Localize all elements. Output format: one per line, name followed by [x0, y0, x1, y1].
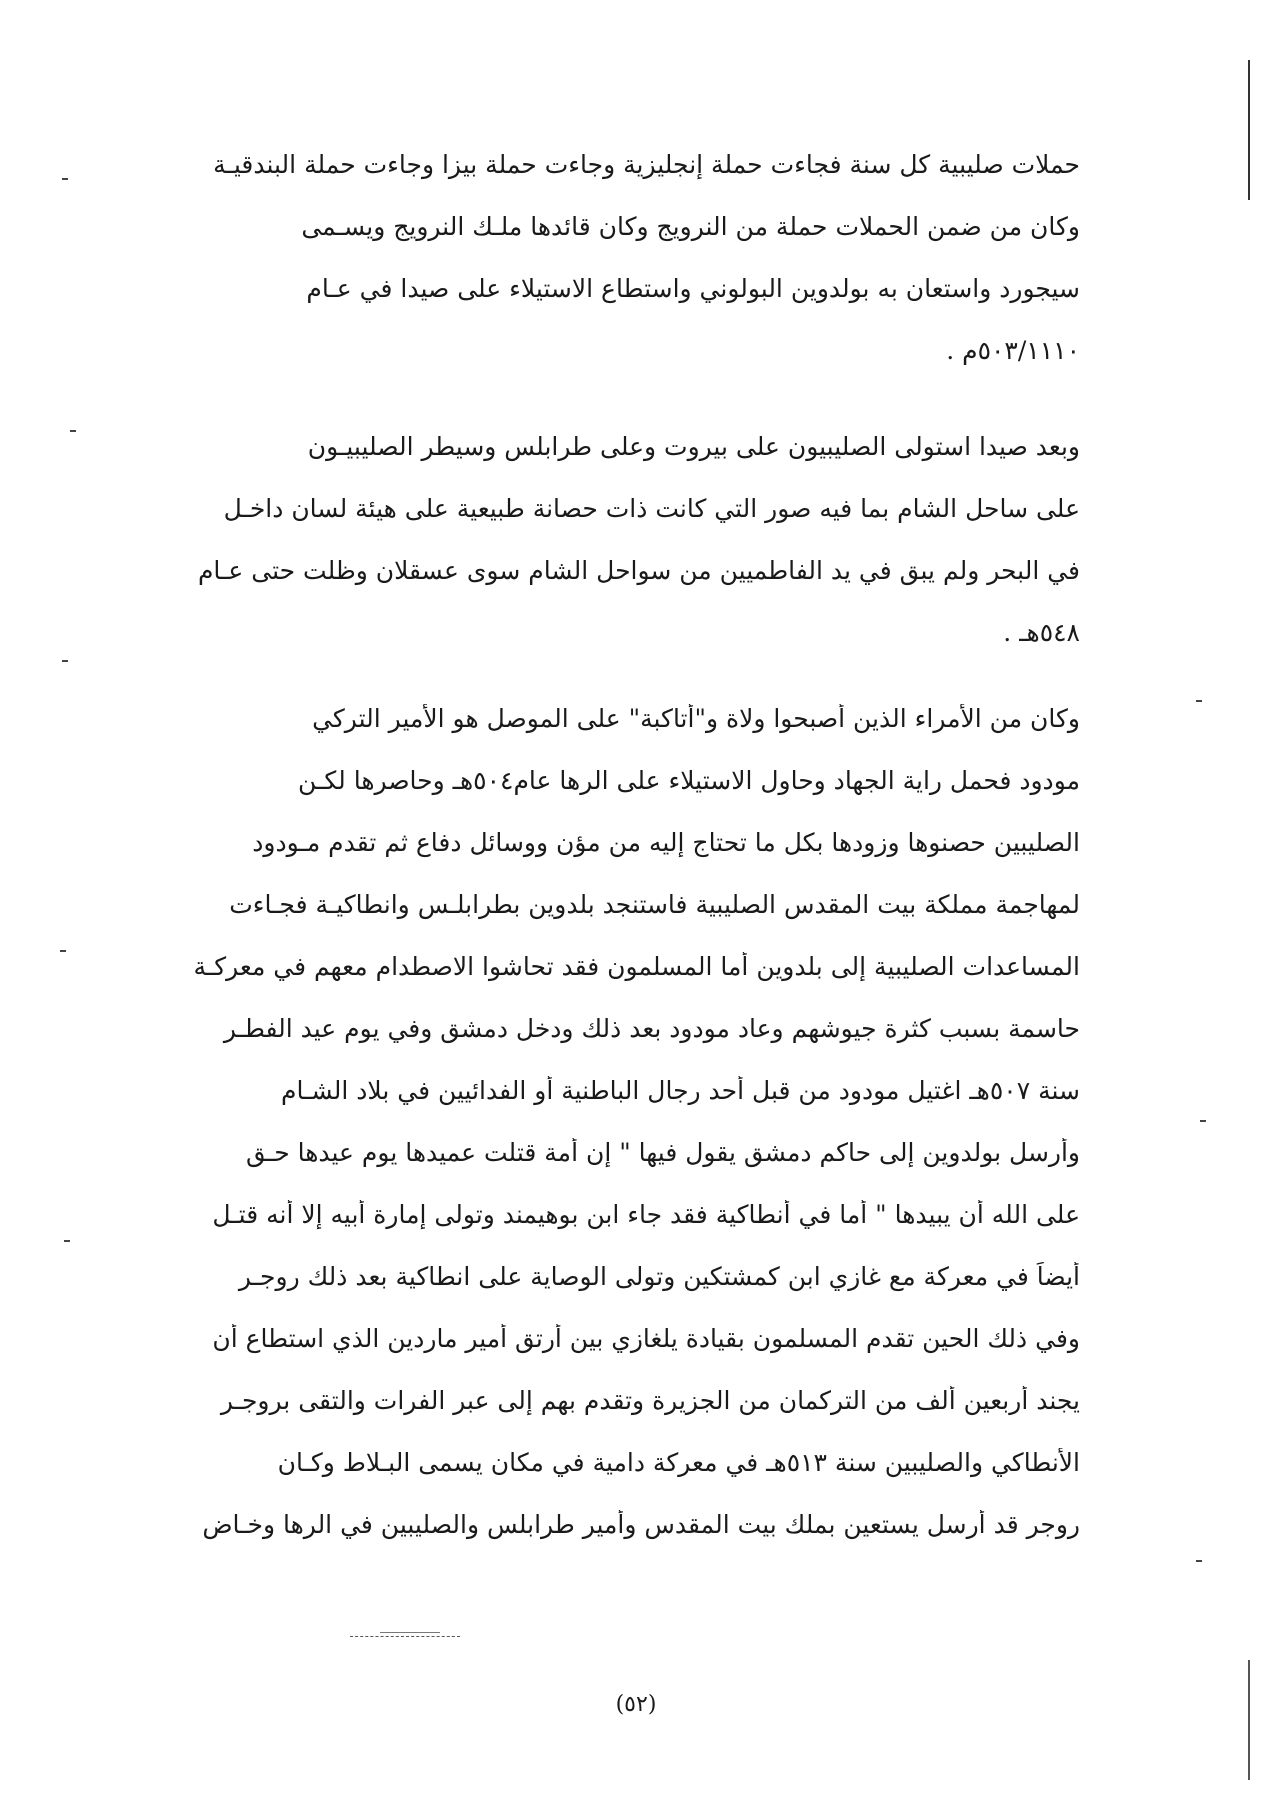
text-line: سنة ٥٠٧هـ اغتيل مودود من قبل أحد رجال الباطنية أو الفدائيين في بلاد الشـام	[281, 1076, 1080, 1105]
scan-speck	[1196, 700, 1202, 702]
scan-edge-mark	[1248, 1660, 1250, 1780]
scan-speck	[1200, 1120, 1206, 1122]
footnote-divider	[380, 1632, 440, 1633]
text-line: وكان من ضمن الحملات حملة من النرويج وكان قائدها ملـك النرويج ويسـمى	[301, 212, 1080, 241]
text-line: حملات صليبية كل سنة فجاءت حملة إنجليزية وجاءت حملة بيزا وجاءت حملة البندقيـة	[213, 150, 1080, 179]
text-line: روجر قد أرسل يستعين بملك بيت المقدس وأمير طرابلس والصليبين في الرها وخـاض	[202, 1510, 1080, 1539]
text-line: ٥٤٨هـ .	[1003, 618, 1080, 647]
footnote-divider	[350, 1636, 460, 1637]
text-line: لمهاجمة مملكة بيت المقدس الصليبية فاستنجد بلدوين بطرابلـس وانطاكيـة فجـاءت	[229, 890, 1080, 919]
text-line: في البحر ولم يبق في يد الفاطميين من سواحل الشام سوى عسقلان وظلت حتى عـام	[197, 556, 1080, 585]
paragraph-3	[190, 704, 1080, 1572]
text-line: سيجورد واستعان به بولدوين البولوني واستطاع الاستيلاء على صيدا في عـام	[306, 274, 1080, 303]
paragraph-2	[190, 432, 1080, 680]
scan-speck	[64, 1240, 70, 1242]
text-line: ٥٠٣/١١١٠م .	[946, 336, 1080, 365]
text-line: الصليبين حصنوها وزودها بكل ما تحتاج إليه من مؤن ووسائل دفاع ثم تقدم مـودود	[252, 828, 1080, 857]
text-line: وبعد صيدا استولى الصليبيون على بيروت وعلى طرابلس وسيطر الصليبيـون	[307, 432, 1080, 461]
text-line: على الله أن يبيدها " أما في أنطاكية فقد جاء ابن بوهيمند وتولى إمارة أبيه إلا أنه قتـل	[212, 1200, 1080, 1229]
text-line: المساعدات الصليبية إلى بلدوين أما المسلمون فقد تحاشوا الاصطدام معهم في معركـة	[193, 952, 1080, 981]
text-line: الأنطاكي والصليبين سنة ٥١٣هـ في معركة دامية في مكان يسمى البـلاط وكـان	[277, 1448, 1080, 1477]
scan-speck	[62, 178, 68, 180]
text-line: وكان من الأمراء الذين أصبحوا ولاة و"أتاكبة" على الموصل هو الأمير التركي	[312, 704, 1080, 733]
text-line: يجند أربعين ألف من التركمان من الجزيرة وتقدم بهم إلى عبر الفرات والتقى بروجـر	[220, 1386, 1080, 1415]
text-line: على ساحل الشام بما فيه صور التي كانت ذات حصانة طبيعية على هيئة لسان داخـل	[223, 494, 1080, 523]
scan-speck	[1196, 1560, 1202, 1562]
scan-speck	[62, 660, 68, 662]
scan-speck	[60, 950, 66, 952]
text-line: وفي ذلك الحين تقدم المسلمون بقيادة يلغازي بين أرتق أمير ماردين الذي استطاع أن	[212, 1324, 1080, 1353]
text-line: مودود فحمل راية الجهاد وحاول الاستيلاء على الرها عام٥٠٤هـ وحاصرها لكـن	[298, 766, 1080, 795]
text-line: أيضاً في معركة مع غازي ابن كمشتكين وتولى الوصاية على انطاكية بعد ذلك روجـر	[238, 1262, 1080, 1291]
text-line: وأرسل بولدوين إلى حاكم دمشق يقول فيها " إن أمة قتلت عميدها يوم عيدها حـق	[246, 1138, 1080, 1167]
text-line: حاسمة بسبب كثرة جيوشهم وعاد مودود بعد ذلك ودخل دمشق وفي يوم عيد الفطـر	[223, 1014, 1080, 1043]
page-number: (٥٢)	[615, 1692, 657, 1717]
scan-speck	[70, 430, 76, 432]
scan-edge-mark	[1248, 60, 1250, 200]
paragraph-1	[190, 150, 1080, 398]
